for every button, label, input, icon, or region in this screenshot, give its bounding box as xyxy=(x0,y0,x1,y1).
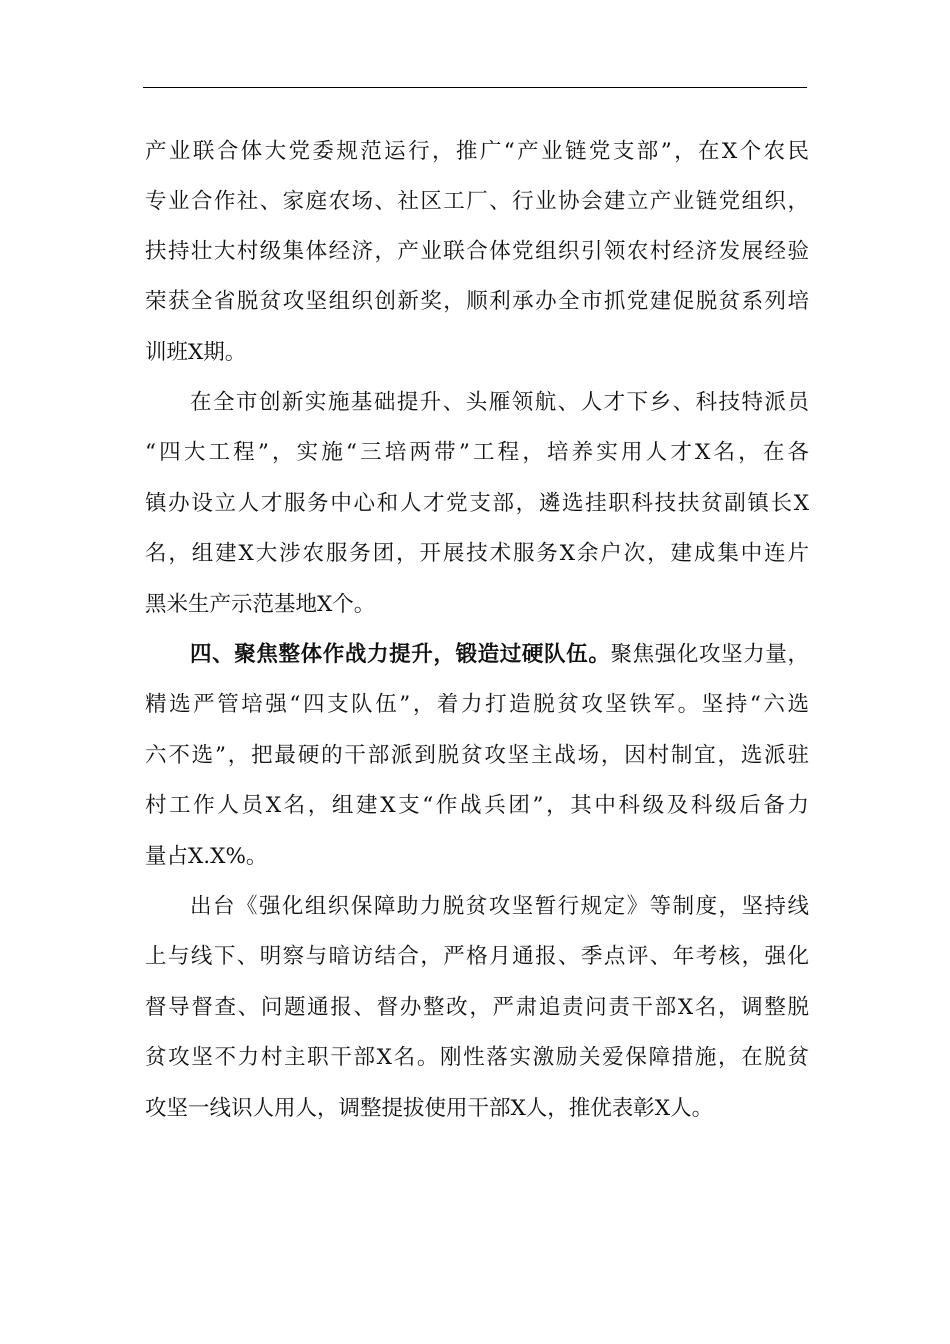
text-line: 贫攻坚不力村主职干部X名。刚性落实激励关爱保障措施，在脱贫 xyxy=(145,1045,809,1070)
text-line: 产业联合体大党委规范运行，推广“产业链党支部”，在X个农民 xyxy=(145,139,809,164)
text-line: 攻坚一线识人用人，调整提拔使用干部X人，推优表彰X人。 xyxy=(145,1096,714,1121)
text-line: 督导督查、问题通报、督办整改，严肃追责问责干部X名，调整脱 xyxy=(145,995,809,1020)
text-line: “四大工程”，实施“三培两带”工程，培养实用人才X名，在各 xyxy=(145,440,809,465)
text-line: 精选严管培强“四支队伍”，着力打造脱贫攻坚铁军。坚持“六选 xyxy=(145,692,809,717)
text-line: 量占X.X%。 xyxy=(145,844,268,869)
text-line: 名，组建X大涉农服务团，开展技术服务X余户次，建成集中连片 xyxy=(145,541,809,566)
text-line: 村工作人员X名，组建X支“作战兵团”，其中科级及科级后备力 xyxy=(145,793,809,818)
section-heading: 四、聚焦整体作战力提升，锻造过硬队伍。 xyxy=(190,642,611,667)
text-line: 扶持壮大村级集体经济，产业联合体党组织引领农村经济发展经验 xyxy=(145,239,809,264)
text-line: 黑米生产示范基地X个。 xyxy=(145,592,376,617)
text-line: 出台《强化组织保障助力脱贫攻坚暂行规定》等制度，坚持线 xyxy=(190,894,809,919)
text-line: 六不选”，把最硬的干部派到脱贫攻坚主战场，因村制宜，选派驻 xyxy=(145,743,809,768)
text-line: 专业合作社、家庭农场、社区工厂、行业协会建立产业链党组织， xyxy=(145,189,809,214)
text-line: 镇办设立人才服务中心和人才党支部，遴选挂职科技扶贫副镇长X xyxy=(145,491,809,516)
header-rule xyxy=(143,87,807,88)
text-line: 荣获全省脱贫攻坚组织创新奖，顺利承办全市抓党建促脱贫系列培 xyxy=(145,289,809,314)
text-line xyxy=(190,635,809,675)
text-line: 训班X期。 xyxy=(145,340,247,365)
text-line: 上与线下、明察与暗访结合，严格月通报、季点评、年考核，强化 xyxy=(145,944,809,969)
heading-continuation: 聚焦强化攻坚力量， xyxy=(610,642,809,667)
text-line: 在全市创新实施基础提升、头雁领航、人才下乡、科技特派员 xyxy=(190,390,809,415)
